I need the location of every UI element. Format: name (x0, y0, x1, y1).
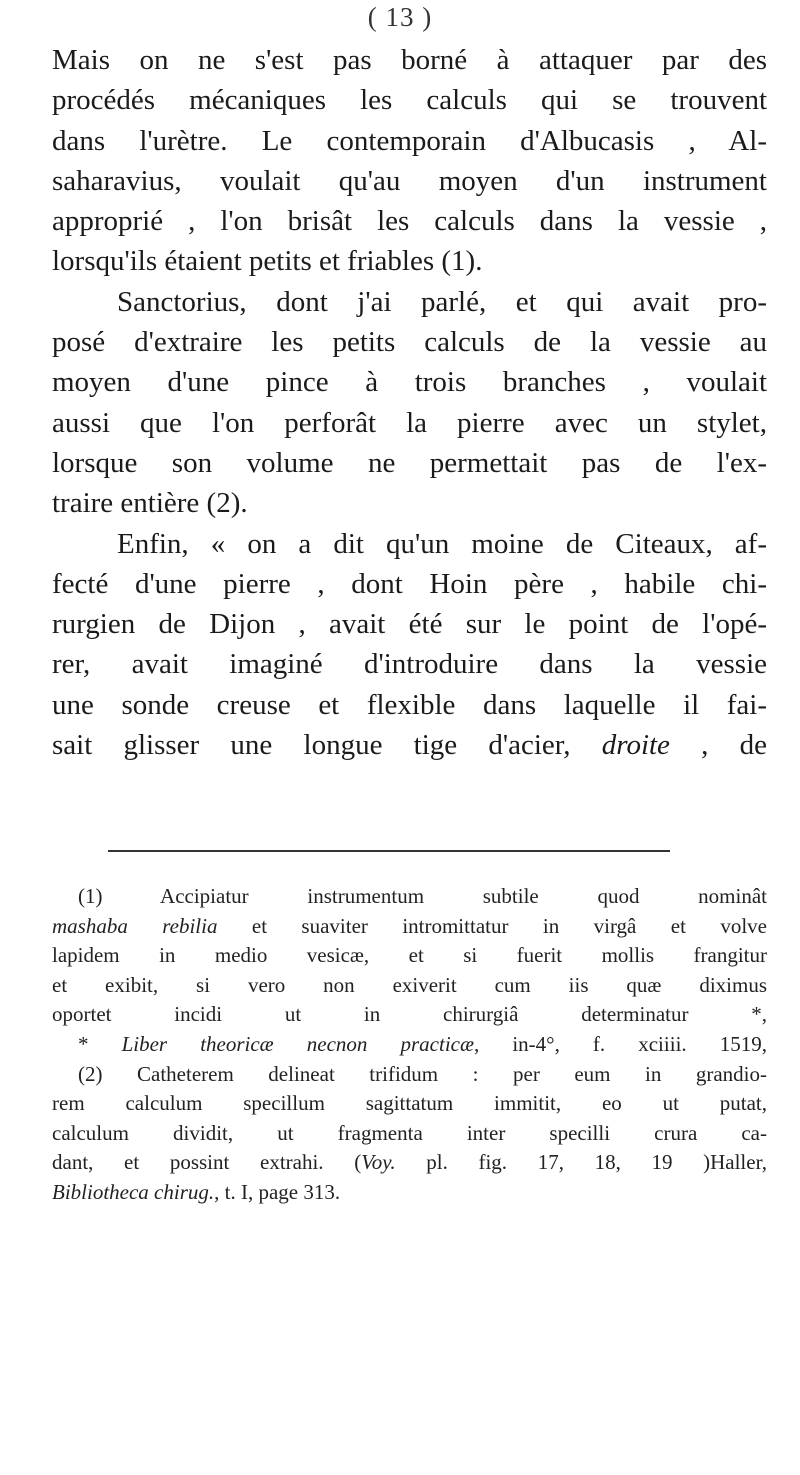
footnote-separator (108, 850, 670, 852)
body-line: saharavius, voulait qu'au moyen d'un instrument (52, 164, 767, 197)
reference-title: Liber theoricæ necnon practicæ (121, 1031, 474, 1056)
footnote-2-line: rem calculum specillum sagittatum immitit, eo ut putat, (52, 1091, 767, 1116)
footnote-1-line: (1) Accipiatur instrumentum subtile quod nominât (78, 884, 767, 908)
footnote-2-italic: Bibliotheca chirug. (52, 1179, 215, 1204)
body-line: Enfin, « on a dit qu'un moine de Citeaux, af- (117, 527, 767, 560)
body-line: rer, avait imaginé d'introduire dans la vessie (52, 648, 767, 681)
body-line-tail: , de (669, 729, 767, 762)
body-line: Sanctorius, dont j'ai parlé, et qui avait pro- (117, 285, 767, 318)
footnote-2-text: pl. fig. 17, 18, 19 )Haller, (395, 1150, 767, 1175)
footnote-2-text: dant, et possint extrahi. ( (52, 1150, 362, 1175)
body-line: rurgien de Dijon , avait été sur le point de l'opé- (52, 608, 767, 641)
reference-star: * (78, 1031, 122, 1056)
footnote-1-line (52, 912, 767, 942)
body-line: lorsqu'ils étaient petits et friables (1). (52, 245, 483, 278)
body-line: une sonde creuse et flexible dans laquelle il fai- (52, 688, 767, 721)
body-line: traire entière (2). (52, 487, 248, 520)
body-line: posé d'extraire les petits calculs de la vessie au (52, 326, 767, 359)
footnote-1-text: et suaviter intromittatur in virgâ et volve (251, 913, 767, 938)
footnote-1-reference (52, 1030, 767, 1060)
body-line: dans l'urètre. Le contemporain d'Albucasis , Al- (52, 124, 767, 157)
footnote-2-line (52, 1148, 767, 1178)
body-line: aussi que l'on perforât la pierre avec un stylet, (52, 406, 767, 439)
body-line: moyen d'une pince à trois branches , voulait (52, 366, 767, 399)
body-line: fecté d'une pierre , dont Hoin père , habile chi- (52, 567, 767, 600)
footnote-2-line (52, 1178, 767, 1208)
footnote-2-text: , t. I, page 313. (214, 1179, 341, 1204)
reference-tail: , in-4°, f. xciiii. 1519, (474, 1031, 767, 1056)
footnote-1-line: et exibit, si vero non exiverit cum iis quæ diximus (52, 972, 767, 997)
body-text (52, 40, 767, 765)
footnote-1-italic: mashaba rebilia (52, 913, 218, 938)
footnote-1-line: oportet incidi ut in chirurgiâ determinatur *, (52, 1002, 767, 1027)
footnote-2-line: (2) Catheterem delineat trifidum : per eum in grandio- (78, 1061, 767, 1086)
body-line-last (52, 725, 767, 765)
footnote-2-line: calculum dividit, ut fragmenta inter specilli crura ca- (52, 1120, 767, 1145)
page-number: ( 13 ) (367, 2, 433, 32)
footnote-1-line: lapidem in medio vesicæ, et si fuerit mollis frangitur (52, 943, 767, 968)
body-line-text: sait glisser une longue tige d'acier, (52, 729, 571, 762)
body-line: procédés mécaniques les calculs qui se trouvent (52, 84, 767, 117)
body-line: Mais on ne s'est pas borné à attaquer par des (52, 44, 767, 76)
body-line: approprié , l'on brisât les calculs dans la vessie , (52, 205, 767, 238)
footnotes (52, 882, 767, 1208)
emphasis-text: droite (601, 729, 670, 762)
body-line: lorsque son volume ne permettait pas de l'ex- (52, 446, 767, 479)
footnote-2-italic: Voy. (361, 1150, 396, 1175)
